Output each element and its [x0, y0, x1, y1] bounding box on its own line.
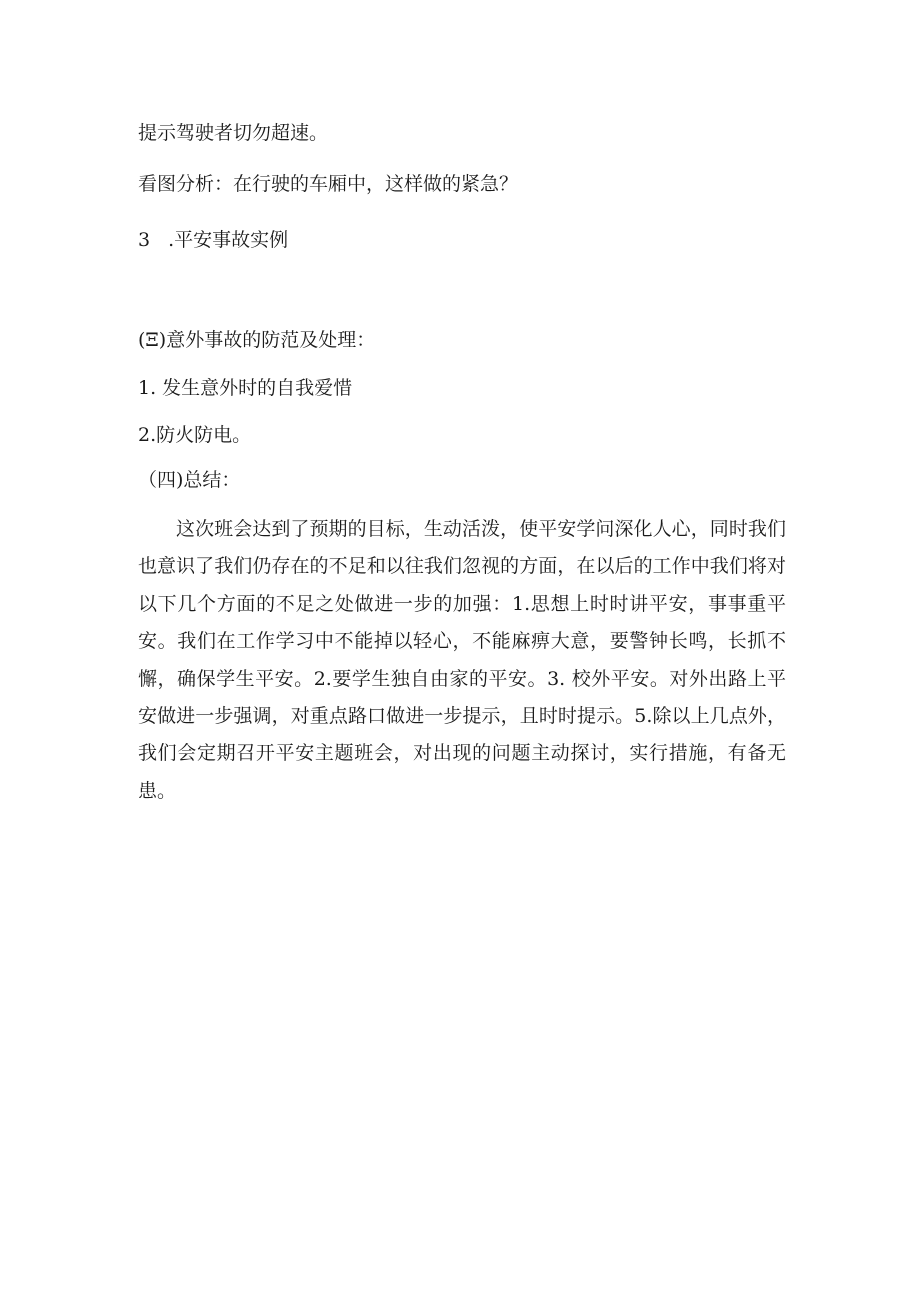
line-picture-analysis: 看图分析：在行驶的车厢中，这样做的紧急？	[138, 173, 519, 195]
section-four-heading: （四)总结：	[138, 469, 241, 491]
line-speed-warning: 提示驾驶者切勿超速。	[138, 122, 329, 144]
heading-number: 3	[138, 229, 151, 251]
summary-paragraph: 这次班会达到了预期的目标，生动活泼，使平安学问深化人心，同时我们也意识了我们仍存在的不足和以往我们忽视的方面，在以后的工作中我们将对以下几个方面的不足之处做进一步的加强：1.思想上时时讲平安，事事重平安。我们在工作学习中不能掉以轻心，不能麻痹大意，要警钟长鸣，长抓不懈，确保学生平安。2.要学生独自由家的平安。3. 校外平安。对外出路上平安做进一步强调，对重点路口做进一步提示，且时时提示。5.除以上几点外，我们会定期召开平安主题班会，对出现的问题主动探讨，实行措施，有备无患。	[138, 518, 786, 802]
heading-accident-examples	[138, 228, 288, 252]
heading-text: .平安事故实例	[168, 229, 289, 251]
list-item-self-care: 1. 发生意外时的自我爱惜	[138, 377, 353, 399]
list-item-fire-electric: 2.防火防电。	[138, 424, 252, 446]
section-three-heading: (Ξ)意外事故的防范及处理：	[138, 329, 376, 351]
